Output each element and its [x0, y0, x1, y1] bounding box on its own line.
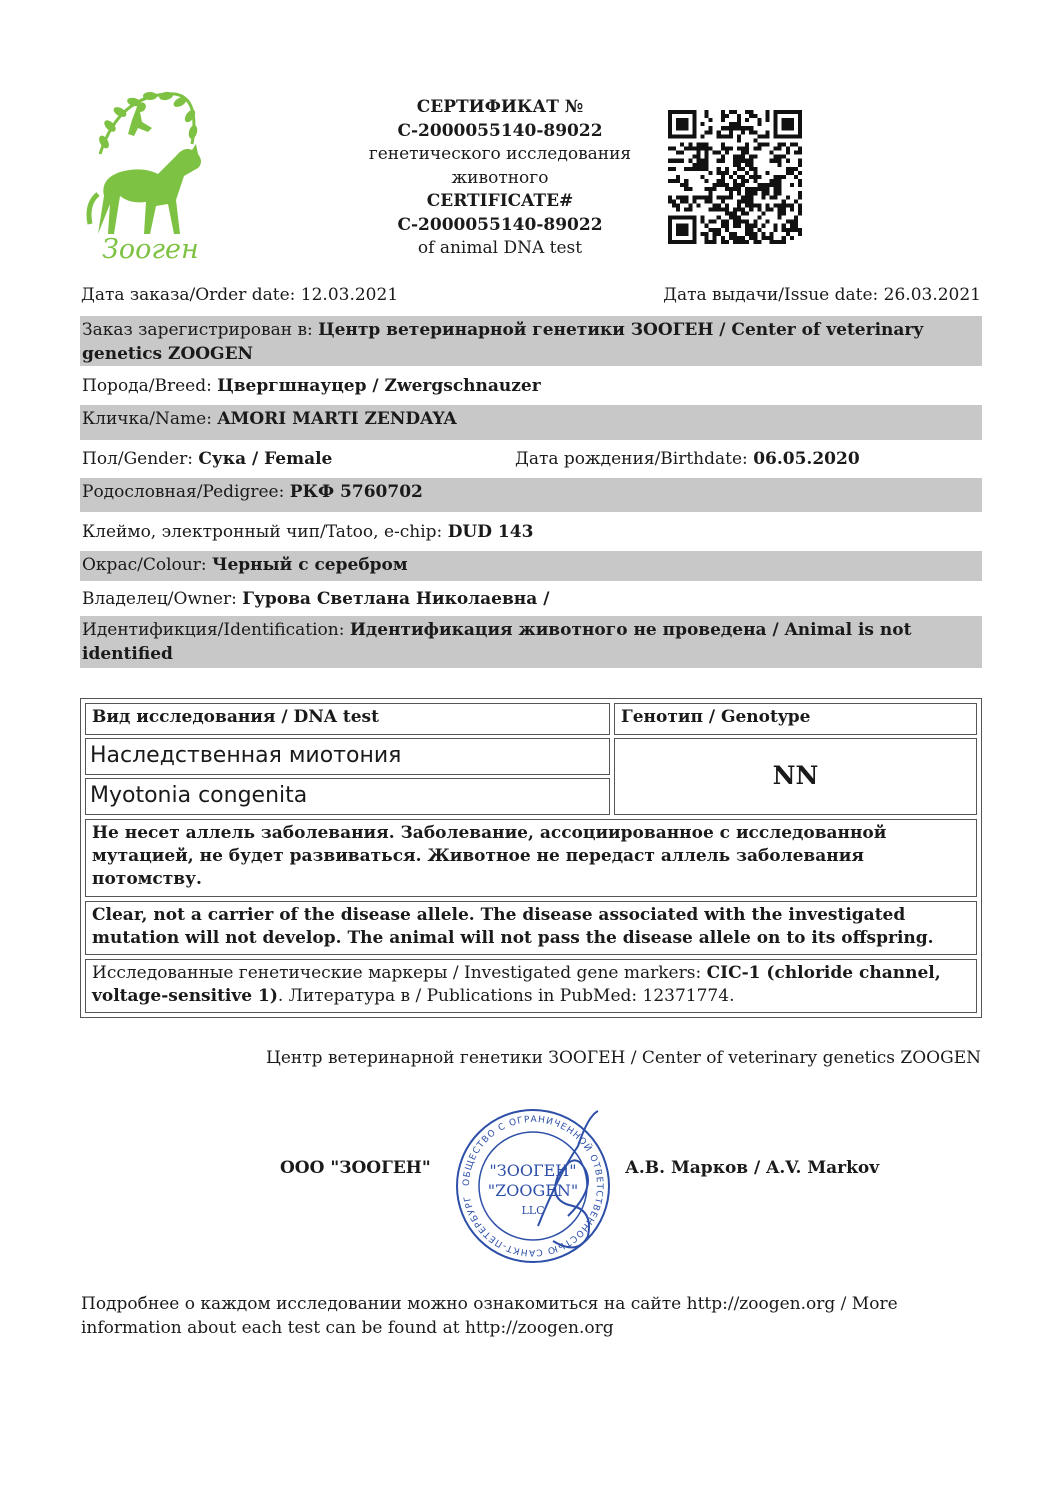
- pedigree-row: Родословная/Pedigree: РКФ 5760702: [80, 478, 982, 512]
- owner-value: Гурова Светлана Николаевна /: [242, 589, 550, 609]
- gender-value: Сука / Female: [198, 449, 333, 469]
- dna-test-table: [80, 698, 982, 1018]
- birthdate: Дата рождения/Birthdate: 06.05.2020: [515, 449, 860, 469]
- title-en: CERTIFICATE#: [426, 191, 574, 211]
- organization-name: ООО "ЗООГЕН": [280, 1158, 431, 1178]
- test-name-ru: Наследственная миотония: [85, 738, 610, 775]
- genotype-value: NN: [614, 738, 977, 815]
- certificate-number-ru: C-2000055140-89022: [397, 120, 603, 141]
- issue-date-value: 26.03.2021: [883, 285, 981, 305]
- gene-markers: Исследованные генетические маркеры / Investigated gene markers: CIC-1 (chloride channel, voltage-sensitive 1). Литература в / Publications in PubMed: 12371774.: [85, 959, 977, 1013]
- breed-value: Цвергшнауцер / Zwergschnauzer: [217, 376, 541, 396]
- issue-date: [663, 285, 981, 305]
- subtitle-ru-1: генетического исследования: [368, 144, 632, 164]
- birthdate-value: 06.05.2020: [753, 449, 860, 469]
- svg-text:LLC: LLC: [521, 1204, 545, 1217]
- certificate-title: [330, 96, 670, 261]
- order-date-label: Дата заказа/Order date:: [81, 285, 296, 305]
- signer-name: А.В. Марков / A.V. Markov: [625, 1158, 880, 1178]
- qr-code: [668, 110, 802, 244]
- chip-row: Клеймо, электронный чип/Tatoo, e-chip: DUD 143: [82, 522, 534, 542]
- identification-row: Идентификция/Identification: Идентификация животного не проведена / Animal is not identified: [80, 616, 982, 668]
- registered-value: Центр ветеринарной генетики ЗООГЕН / Center of veterinary genetics ZOOGEN: [82, 320, 924, 364]
- identification-value: Идентификация животного не проведена / Animal is not identified: [82, 620, 912, 664]
- gender-row: Пол/Gender: Сука / Female Дата рождения/Birthdate: 06.05.2020: [80, 445, 982, 475]
- center-name: Центр ветеринарной генетики ЗООГЕН / Center of veterinary genetics ZOOGEN: [266, 1048, 981, 1068]
- title-ru: СЕРТИФИКАТ №: [416, 97, 584, 117]
- order-date-value: 12.03.2021: [300, 285, 399, 305]
- chip-value: DUD 143: [447, 522, 534, 542]
- owner-row: Владелец/Owner: Гурова Светлана Николаевна /: [82, 589, 550, 609]
- table-header-test: Вид исследования / DNA test: [85, 703, 610, 735]
- registered-row: Заказ зарегистрирован в: Центр ветеринарной генетики ЗООГЕН / Center of veterinary genetics ZOOGEN: [80, 316, 982, 366]
- svg-text:ОБЩЕСТВО С ОГРАНИЧЕННОЙ ОТВЕТС: ОБЩЕСТВО С ОГРАНИЧЕННОЙ ОТВЕТСТВЕННОСТЬЮ САНКТ-ПЕТЕРБУРГ: [461, 1114, 605, 1258]
- name-value: AMORI MARTI ZENDAYA: [217, 409, 457, 429]
- svg-text:"ЗООГЕН": "ЗООГЕН": [489, 1161, 577, 1180]
- issue-date-label: Дата выдачи/Issue date:: [663, 285, 879, 305]
- pedigree-value: РКФ 5760702: [289, 482, 423, 502]
- test-name-en: Myotonia congenita: [85, 778, 610, 815]
- zoogen-logo: [80, 84, 210, 274]
- more-info-text: Подробнее о каждом исследовании можно ознакомиться на сайте http://zoogen.org / More information about each test can be found at http://zoogen.org: [81, 1294, 898, 1338]
- order-date: [81, 285, 398, 305]
- logo-text: Зооген: [102, 234, 199, 265]
- colour-row: Окрас/Colour: Черный с серебром: [80, 551, 982, 581]
- colour-value: Черный с серебром: [211, 555, 408, 575]
- result-en: Clear, not a carrier of the disease allele. The disease associated with the investigated mutation will not develop. The animal will not pass the disease allele on to its offspring.: [85, 901, 977, 955]
- svg-text:"ZOOGEN": "ZOOGEN": [487, 1181, 579, 1200]
- company-stamp: [448, 1106, 618, 1266]
- gene-markers-value: CIC-1 (chloride channel, voltage-sensitive 1): [92, 963, 941, 1006]
- breed-row: Порода/Breed: Цвергшнауцер / Zwergschnauzer: [82, 376, 541, 396]
- name-row: Кличка/Name: AMORI MARTI ZENDAYA: [80, 405, 982, 440]
- table-header-genotype: Генотип / Genotype: [614, 703, 977, 735]
- subtitle-en: of animal DNA test: [417, 238, 583, 258]
- result-ru: Не несет аллель заболевания. Заболевание, ассоциированное с исследованной мутацией, не будет развиваться. Животное не передаст аллель заболевания потомству.: [85, 819, 977, 897]
- certificate-number-en: C-2000055140-89022: [397, 214, 603, 235]
- subtitle-ru-2: животного: [451, 167, 549, 188]
